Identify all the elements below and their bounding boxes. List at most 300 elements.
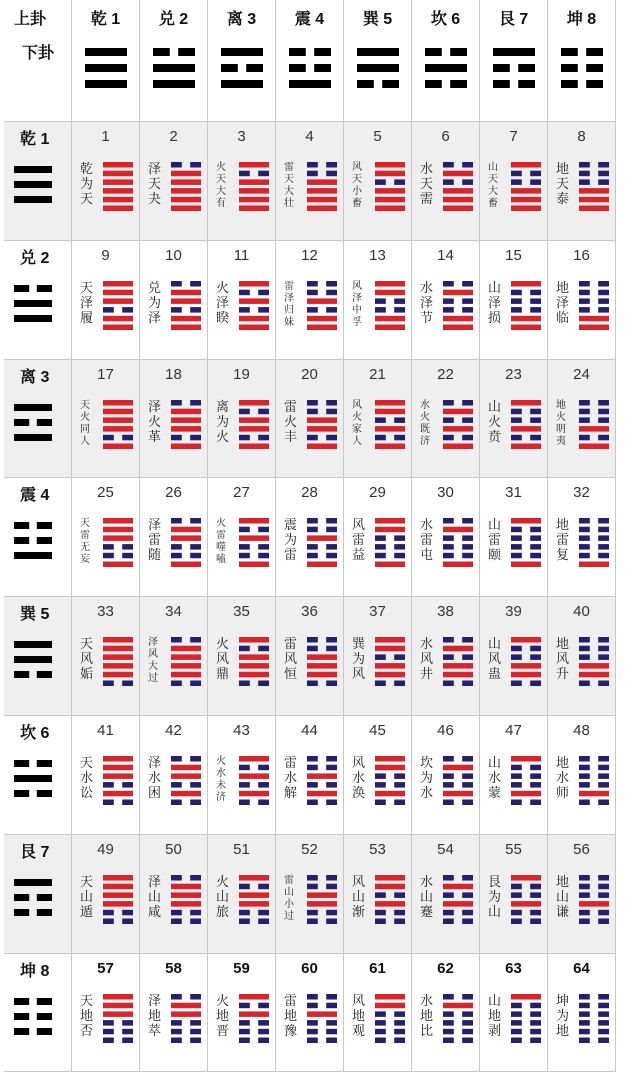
yang-line [443,188,473,194]
hexagram-icon [103,637,133,686]
yin-line [511,1011,522,1017]
yang-line [239,298,269,304]
hexagram-cell [344,122,412,241]
hexagram-symbol [443,637,473,690]
yin-line [37,909,52,916]
yin-line [579,408,590,414]
hexagram-name: 天泽履 [80,280,94,326]
yin-line [579,756,590,762]
upper-trigram-header [140,0,208,122]
yin-line [258,553,269,559]
yin-line [530,765,541,771]
hexagram-cell [140,360,208,479]
upper-trigram-label: 巽 5 [362,11,393,28]
yin-line [579,892,590,898]
yin-line [579,646,590,652]
yang-line [443,765,473,771]
yin-line [258,765,269,771]
hexagram-cell [140,716,208,835]
lower-trigram-symbol [14,641,52,678]
yang-line [103,536,133,542]
yang-line [239,875,269,881]
upper-trigram-label: 坎 6 [430,11,461,28]
yin-line [314,48,331,56]
yin-line [258,1037,269,1043]
yin-line [171,681,182,687]
yang-line [103,646,133,652]
yin-line [239,307,250,313]
lower-trigram-label: 兑 2 [20,249,50,267]
lower-trigram-label: 坎 6 [20,724,50,742]
yin-line [598,536,609,542]
yin-line [190,307,201,313]
hexagram-name: 泽山咸 [148,874,162,920]
yin-line [375,1028,386,1034]
hexagram-cell [276,360,344,479]
hexagram-number: 6 [441,128,450,145]
yang-line [171,1011,201,1017]
yang-line [103,281,133,287]
hexagram-number: 58 [165,959,182,977]
yin-line [14,760,29,767]
hexagram-cell [344,954,412,1073]
yang-line [103,672,133,678]
yin-line [579,773,590,779]
hexagram-number: 45 [369,721,386,739]
hexagram-icon [171,518,201,567]
yang-line [171,324,201,330]
upper-trigram-symbol [357,48,399,88]
hexagram-name: 雷山小过 [284,874,294,922]
hexagram-name: 地山谦 [556,874,570,920]
yin-line [37,998,52,1005]
yin-line [307,910,318,916]
hexagram-icon [171,281,201,330]
yin-line [375,773,386,779]
yin-line [462,1028,473,1034]
yin-line [258,799,269,805]
yin-line [103,544,114,550]
hexagram-icon [375,518,405,567]
yin-line [598,910,609,916]
yin-line [443,1028,454,1034]
yin-line [462,1020,473,1026]
yin-line [511,892,522,898]
hexagram-symbol [511,994,541,1047]
yin-line [394,434,405,440]
yin-line [307,782,318,788]
yang-line [511,206,541,212]
yang-line [239,994,269,1000]
yin-line [258,434,269,440]
hexagram-cell [480,478,548,597]
hexagram-number: 11 [233,246,250,264]
hexagram-symbol [375,400,405,453]
hexagram-cell [208,954,276,1073]
yin-line [326,527,337,533]
yin-line [190,1020,201,1026]
hexagram-name: 地天泰 [556,162,570,207]
hexagram-cell [140,241,208,360]
hexagram-icon [579,162,609,211]
yin-line [394,307,405,313]
lower-trigram-header [4,360,72,479]
hexagram-symbol [579,637,609,690]
hexagram-cell [276,478,344,597]
hexagram-symbol [239,162,269,215]
hexagram-cell [72,954,140,1073]
yin-line [122,681,133,687]
yin-line [239,1028,250,1034]
hexagram-cell [140,122,208,241]
lower-trigram-header [4,478,72,597]
hexagram-cell [140,835,208,954]
yin-line [579,994,590,1000]
yang-line [171,298,201,304]
hexagram-icon [511,162,541,211]
yin-line [307,765,318,771]
yang-line [443,316,473,322]
yin-line [239,527,250,533]
yin-line [239,1037,250,1043]
yin-line [443,417,454,423]
yin-line [511,883,522,889]
yin-line [579,400,590,406]
hexagram-cell [548,716,616,835]
yin-line [258,1002,269,1008]
yin-line [443,307,454,313]
hexagram-number: 49 [97,840,114,858]
hexagram-name: 风泽中孚 [352,280,362,328]
hexagram-number: 7 [509,128,518,145]
yin-line [598,646,609,652]
hexagram-name: 坤为地 [556,993,570,1039]
yin-line [443,518,454,524]
hexagram-symbol [239,994,269,1047]
yin-line [307,518,318,524]
yang-line [85,64,127,72]
yin-line [462,417,473,423]
yang-line [443,408,473,414]
hexagram-name: 水泽节 [420,280,434,326]
hexagram-symbol [443,162,473,215]
hexagram-name: 天风姤 [80,637,94,683]
hexagram-name: 泽天夬 [148,162,162,207]
yin-line [239,910,250,916]
yin-line [190,756,201,762]
yin-line [579,162,590,168]
yin-line [586,48,603,56]
yin-line [190,281,201,287]
yin-line [307,527,318,533]
hexagram-icon [103,518,133,567]
yang-line [511,994,541,1000]
yang-line [103,765,133,771]
yin-line [258,918,269,924]
hexagram-symbol [511,162,541,215]
yang-line [579,672,609,678]
yin-line [103,1028,114,1034]
hexagram-cell [548,597,616,716]
upper-trigram-header [208,0,276,122]
hexagram-name: 地风升 [556,637,570,683]
yin-line [394,1037,405,1043]
yin-line [375,918,386,924]
yang-line [239,188,269,194]
yang-line [14,552,52,559]
hexagram-symbol [307,400,337,453]
hexagram-cell [208,835,276,954]
hexagram-symbol [239,281,269,334]
yin-line [307,646,318,652]
yang-line [14,775,52,782]
yang-line [239,756,269,762]
yin-line [511,171,522,177]
yin-line [598,518,609,524]
yin-line [443,536,454,542]
hexagram-number: 30 [437,484,454,502]
yang-line [511,672,541,678]
upper-trigram-symbol [221,48,263,88]
hexagram-cell [276,716,344,835]
yin-line [462,536,473,542]
hexagram-cell [72,716,140,835]
yin-line [462,892,473,898]
yin-line [511,910,522,916]
yang-line [579,426,609,432]
yin-line [579,527,590,533]
hexagram-number: 28 [301,484,318,502]
hexagram-symbol [375,518,405,571]
hexagram-icon [443,518,473,567]
yin-line [14,894,29,901]
yin-line [375,179,386,185]
hexagram-symbol [307,518,337,571]
yin-line [14,790,29,797]
yang-line [511,875,541,881]
yang-line [239,443,269,449]
yin-line [190,434,201,440]
hexagram-cell [412,122,480,241]
yang-line [307,562,337,568]
hexagram-name: 地水师 [556,755,570,801]
hexagram-icon [307,162,337,211]
hexagram-symbol [171,400,201,453]
yin-line [326,434,337,440]
corner-cell [4,0,72,122]
yang-line [239,162,269,168]
yin-line [462,281,473,287]
hexagram-number: 23 [505,365,522,383]
yin-line [326,765,337,771]
yang-line [511,426,541,432]
yin-line [307,544,318,550]
yang-line [239,1011,269,1017]
hexagram-icon [443,875,473,924]
hexagram-name: 雷风恒 [284,637,298,683]
yin-line [511,307,522,313]
yin-line [443,655,454,661]
hexagram-icon [239,756,269,805]
yang-line [171,646,201,652]
upper-trigram-header [344,0,412,122]
yin-line [103,1037,114,1043]
hexagram-number: 5 [373,128,382,145]
hexagram-icon [171,756,201,805]
hexagram-number: 33 [97,603,114,621]
yang-line [375,188,405,194]
yin-line [326,1002,337,1008]
yin-line [239,1002,250,1008]
yin-line [443,910,454,916]
hexagram-icon [511,518,541,567]
yin-line [14,419,29,426]
yin-line [443,400,454,406]
yin-line [511,646,522,652]
hexagram-symbol [375,637,405,690]
yang-line [103,188,133,194]
yin-line [443,179,454,185]
hexagram-icon [307,281,337,330]
hexagram-name: 风火家人 [352,399,362,447]
hexagram-number: 20 [301,365,318,383]
yin-line [14,537,29,544]
hexagram-symbol [579,162,609,215]
yang-line [153,80,195,88]
hexagram-number: 62 [437,959,454,977]
hexagram-symbol [171,994,201,1047]
yang-line [375,316,405,322]
yin-line [530,782,541,788]
yang-line [239,426,269,432]
yin-line [598,408,609,414]
yin-line [103,910,114,916]
hexagram-icon [103,756,133,805]
yang-line [14,315,52,322]
yin-line [394,417,405,423]
hexagram-icon [103,162,133,211]
yang-line [375,994,405,1000]
hexagram-number: 12 [301,246,318,264]
yin-line [511,1037,522,1043]
yin-line [462,655,473,661]
hexagram-symbol [579,756,609,809]
yang-line [289,80,331,88]
yin-line [326,289,337,295]
yin-line [190,681,201,687]
hexagram-name: 山风蛊 [488,637,502,683]
yin-line [326,637,337,643]
lower-trigram-label: 震 4 [20,487,50,505]
yang-line [14,196,52,203]
hexagram-symbol [307,875,337,928]
yin-line [530,1037,541,1043]
hexagram-symbol [103,875,133,928]
hexagram-cell [72,360,140,479]
yin-line [579,681,590,687]
yin-line [579,782,590,788]
yin-line [511,434,522,440]
yin-line [375,892,386,898]
yin-line [579,417,590,423]
hexagram-number: 54 [437,840,454,858]
hexagram-icon [103,875,133,924]
hexagram-cell [72,241,140,360]
yin-line [598,883,609,889]
yin-line [307,400,318,406]
yin-line [579,799,590,805]
yin-line [239,883,250,889]
hexagram-number: 41 [97,721,114,739]
yang-line [221,80,263,88]
yin-line [122,1037,133,1043]
yang-line [307,316,337,322]
yin-line [598,553,609,559]
yang-line [103,289,133,295]
yin-line [190,637,201,643]
hexagram-name: 水风井 [420,637,434,683]
yin-line [598,1037,609,1043]
yang-line [307,901,337,907]
hexagram-number: 17 [97,365,114,383]
yang-line [171,672,201,678]
yin-line [530,536,541,542]
yin-line [307,756,318,762]
yang-line [375,646,405,652]
yin-line [171,637,182,643]
yang-line [14,434,52,441]
yin-line [530,681,541,687]
hexagram-number: 32 [573,484,590,502]
hexagram-table [4,0,616,1072]
yin-line [190,544,201,550]
yin-line [579,883,590,889]
hexagram-icon [443,400,473,449]
hexagram-cell [548,122,616,241]
yang-line [511,562,541,568]
yin-line [190,994,201,1000]
hexagram-symbol [103,637,133,690]
upper-trigram-heading: 上卦 [14,11,47,28]
yin-line [171,799,182,805]
hexagram-name: 水天需 [420,162,434,207]
hexagram-number: 1 [101,128,110,145]
lower-trigram-symbol [14,760,52,797]
hexagram-number: 22 [437,365,454,383]
yang-line [239,197,269,203]
yin-line [462,553,473,559]
yin-line [307,281,318,287]
hexagram-cell [548,241,616,360]
lower-trigram-label: 巽 5 [20,606,50,624]
upper-trigram-header [480,0,548,122]
hexagram-name: 火水未济 [216,755,226,803]
hexagram-number: 9 [101,246,110,264]
hexagram-name: 天水讼 [80,755,94,801]
yang-line [239,892,269,898]
yin-line [239,289,250,295]
hexagram-icon [579,994,609,1043]
hexagram-number: 10 [165,246,182,264]
yang-line [171,289,201,295]
lower-trigram-symbol [14,404,52,441]
yin-line [171,400,182,406]
yin-line [579,434,590,440]
yin-line [37,1013,52,1020]
yin-line [239,782,250,788]
hexagram-number: 64 [573,959,590,977]
yin-line [171,1028,182,1034]
